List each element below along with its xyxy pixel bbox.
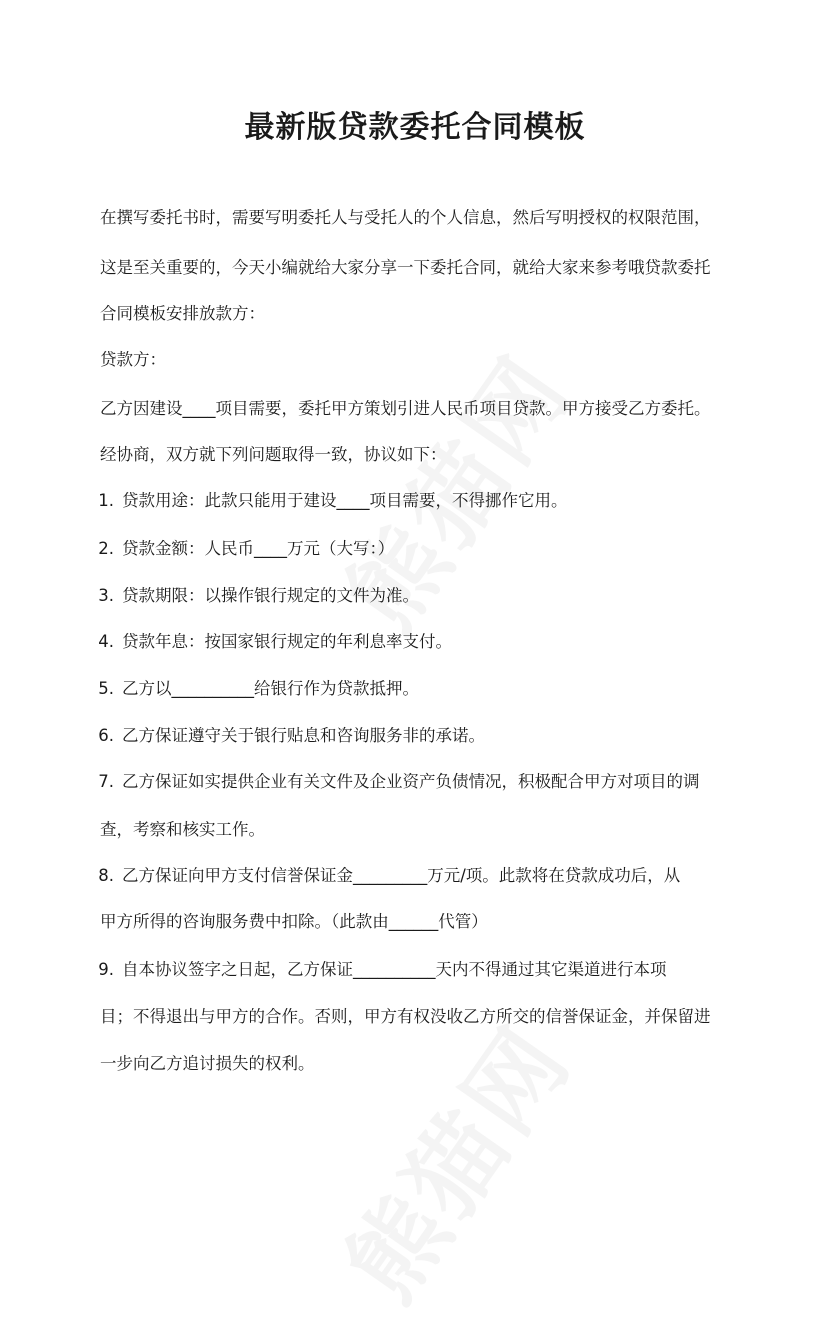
clause-text: 自本协议签字之日起，乙方保证__________天内不得通过其它渠道进行本项 [122,960,667,979]
clause-8-continued: 甲方所得的咨询服务费中扣除。（此款由______代管） [100,912,488,931]
clause-8 [70,864,710,888]
clause-text: 乙方保证向甲方支付信誉保证金_________万元/项。此款将在贷款成功后，从 [122,866,681,885]
intro-line-3: 合同模板安排放款方： [100,304,265,323]
clause-5 [70,677,710,701]
clause-9 [70,958,710,982]
clause-number: 9. [98,960,114,979]
clause-number: 4. [98,632,114,651]
clause-4 [70,630,710,654]
clause-7-continued: 查，考察和核实工作。 [100,820,265,839]
clause-1 [70,489,710,513]
clause-3 [70,584,710,608]
intro-line-2: 这是至关重要的，今天小编就给大家分享一下委托合同，就给大家来参考哦贷款委托 [100,258,711,277]
clause-text: 乙方保证如实提供企业有关文件及企业资产负债情况，积极配合甲方对项目的调 [122,772,700,791]
clause-number: 8. [98,866,114,885]
clause-6 [70,724,710,748]
clause-number: 7. [98,772,114,791]
context-line-1: 乙方因建设____项目需要，委托甲方策划引进人民币项目贷款。甲方接受乙方委托。 [100,399,711,418]
clause-number: 2. [98,539,114,558]
clause-text: 乙方以__________给银行作为贷款抵押。 [122,679,419,698]
intro-line-1: 在撰写委托书时，需要写明委托人与受托人的个人信息，然后写明授权的权限范围， [100,208,711,227]
context-line-2: 经协商，双方就下列问题取得一致，协议如下： [100,445,447,464]
clause-7 [70,770,710,794]
clause-text: 乙方保证遵守关于银行贴息和咨询服务非的承诺。 [122,726,485,745]
clause-9-continued-2: 一步向乙方追讨损失的权利。 [100,1054,315,1073]
clause-text: 贷款用途：此款只能用于建设____项目需要，不得挪作它用。 [122,491,568,510]
clause-text: 贷款金额：人民币____万元（大写：） [122,539,395,558]
clause-9-continued: 目；不得退出与甲方的合作。否则，甲方有权没收乙方所交的信誉保证金，并保留进 [100,1007,711,1026]
clause-text: 贷款年息：按国家银行规定的年利息率支付。 [122,632,452,651]
clause-text: 贷款期限：以操作银行规定的文件为准。 [122,586,419,605]
clause-number: 6. [98,726,114,745]
lender-label: 贷款方： [100,350,166,369]
clause-number: 5. [98,679,114,698]
document-title: 最新版贷款委托合同模板 [244,110,586,145]
clause-number: 3. [98,586,114,605]
clause-2 [70,537,710,561]
watermark-lower [309,994,597,1323]
clause-number: 1. [98,491,114,510]
